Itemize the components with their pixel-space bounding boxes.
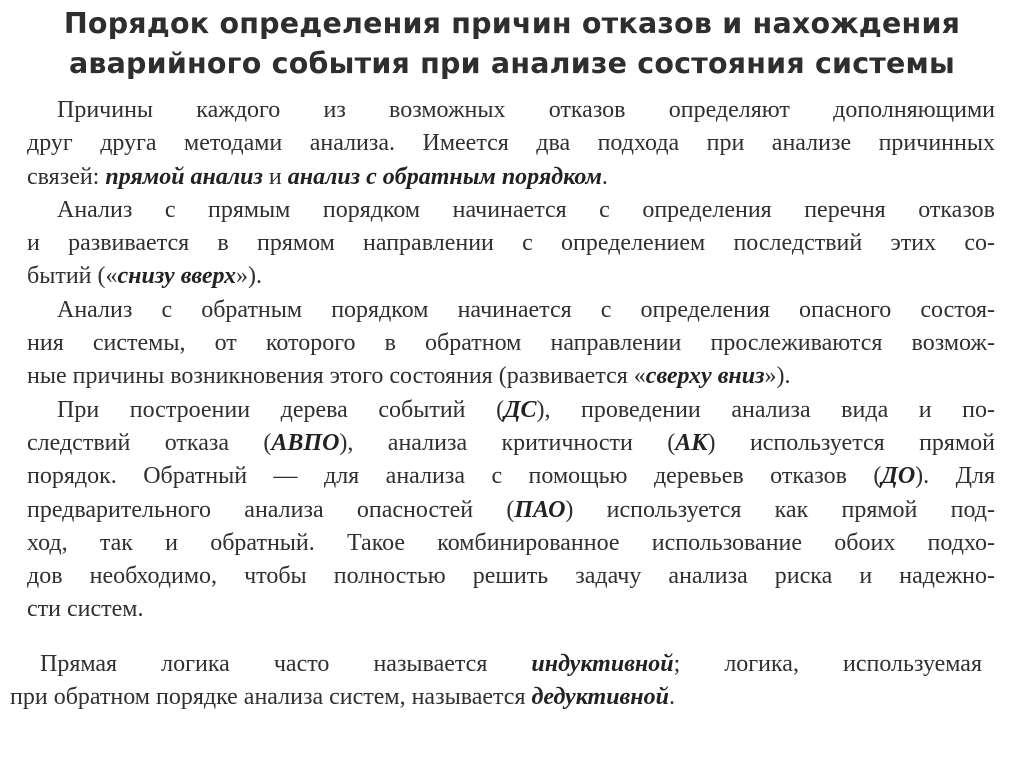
text-run: бытий (« <box>27 263 118 290</box>
paragraph-5 <box>10 648 982 715</box>
term-do: ДО <box>881 463 916 490</box>
text-line: друг друга методами анализа. Имеется два подхода при анализе причинных <box>27 130 995 157</box>
text-line <box>27 427 995 460</box>
text-run: при обратном порядке анализа систем, называется <box>10 684 532 711</box>
title-line-2: аварийного события при анализе состояния системы <box>68 47 956 80</box>
paragraph-1 <box>27 94 995 194</box>
text-run: При построении дерева событий ( <box>57 396 505 423</box>
term-top-down: сверху вниз <box>645 363 765 390</box>
text-line <box>27 161 995 194</box>
term-pao: ПАО <box>514 496 566 523</box>
text-line: сти систем. <box>27 596 144 623</box>
text-line <box>27 394 995 427</box>
term-deductive: дедуктивной <box>531 684 669 711</box>
text-run: ). Для <box>915 463 995 490</box>
text-line <box>10 648 982 681</box>
paragraph-3 <box>27 294 995 394</box>
text-run: . <box>601 163 608 190</box>
text-line <box>27 360 995 393</box>
text-run: ) используется прямой <box>707 429 995 456</box>
text-run: предварительного анализа опасностей ( <box>27 496 515 523</box>
text-line <box>27 494 995 527</box>
paragraph-4 <box>27 394 995 627</box>
text-run: связей: <box>27 163 106 190</box>
text-run: Прямая логика часто называется <box>40 651 532 677</box>
text-line: Причины каждого из возможных отказов определяют дополняющими <box>57 97 995 123</box>
text-line: и развивается в прямом направлении с определением последствий этих со- <box>27 230 995 257</box>
text-line <box>27 260 995 293</box>
text-line: дов необходимо, чтобы полностью решить задачу анализа риска и надежно- <box>27 563 995 590</box>
page-title <box>40 4 984 84</box>
term-reverse-analysis: анализ с обратным порядком <box>287 163 602 190</box>
text-run: ; логика, используемая <box>673 651 982 677</box>
text-line: ход, так и обратный. Такое комбинированное использование обоих подхо- <box>27 529 995 556</box>
text-line: Анализ с обратным порядком начинается с определения опасного состоя- <box>57 296 995 323</box>
text-run: »). <box>764 363 791 390</box>
text-line <box>27 460 995 493</box>
text-line: Анализ с прямым порядком начинается с определения перечня отказов <box>57 196 995 223</box>
text-run: ), анализа критичности ( <box>339 429 676 456</box>
text-run: порядок. Обратный — для анализа с помощью деревьев отказов ( <box>27 463 882 490</box>
title-line-1: Порядок определения причин отказов и нахождения <box>63 7 961 40</box>
term-bottom-up: снизу вверх <box>117 263 237 290</box>
term-ds: ДС <box>504 396 537 423</box>
term-inductive: индуктивной <box>531 651 674 677</box>
text-run: следствий отказа ( <box>27 429 272 456</box>
text-run: и <box>262 163 288 190</box>
paragraph-2 <box>27 194 995 294</box>
text-line: ния системы, от которого в обратном направлении прослеживаются возмож- <box>27 330 995 357</box>
text-run: ные причины возникновения этого состояния (развивается « <box>27 363 646 390</box>
text-run: . <box>668 684 675 711</box>
term-ak: АК <box>675 429 708 456</box>
body-text <box>27 94 995 627</box>
text-run: »). <box>236 263 263 290</box>
term-avpo: АВПО <box>271 429 340 456</box>
text-run: ) используется как прямой под- <box>565 496 995 523</box>
text-line <box>10 681 982 714</box>
text-run: ), проведении анализа вида и по- <box>536 396 995 423</box>
term-direct-analysis: прямой анализ <box>105 163 263 190</box>
